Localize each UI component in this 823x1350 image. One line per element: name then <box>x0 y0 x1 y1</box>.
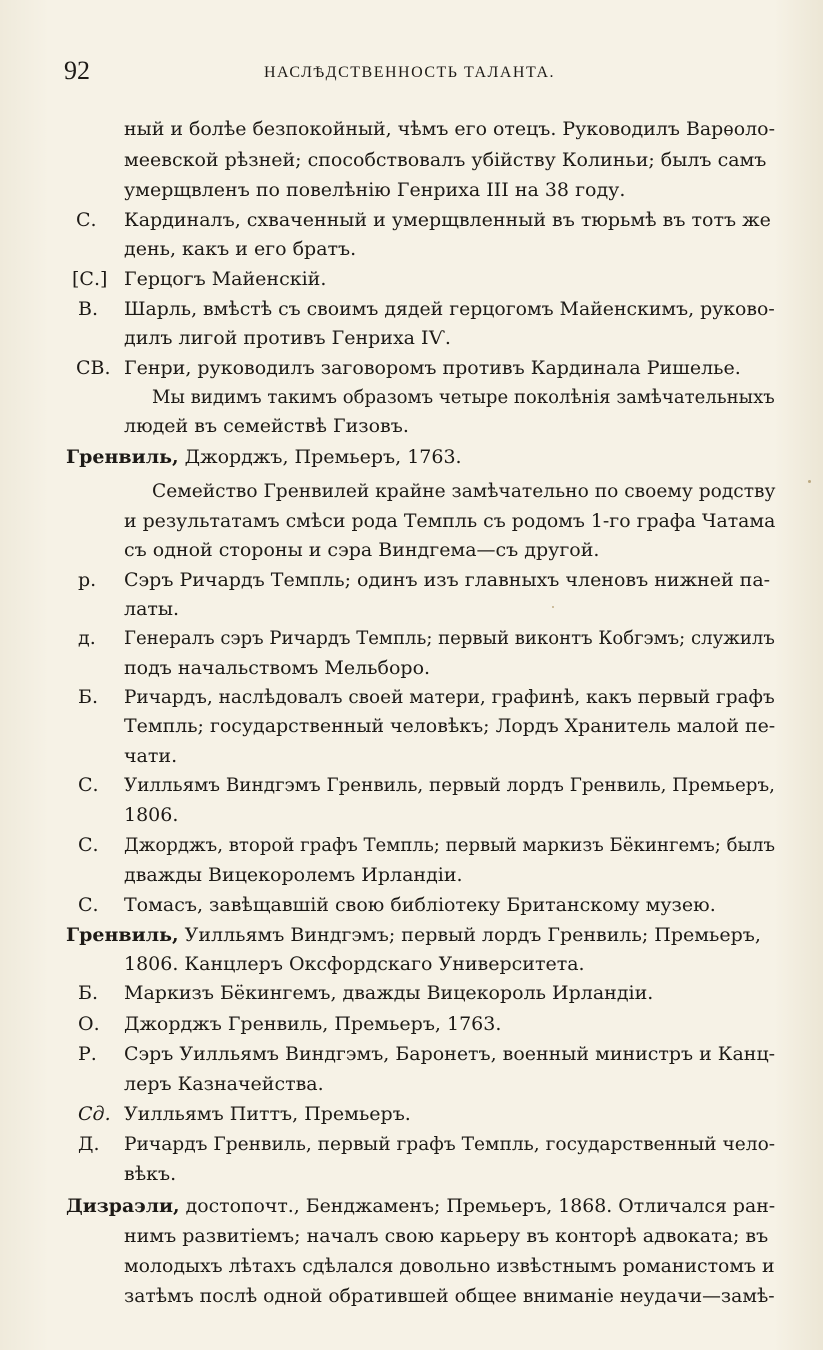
text-line: Уилльямъ Питтъ, Премьеръ. <box>124 1103 411 1125</box>
text-line: вѣкъ. <box>124 1163 177 1185</box>
text-line: дилъ лигой противъ Генриха IѴ. <box>124 327 451 349</box>
text-line: чати. <box>124 745 178 767</box>
entry-marker: С. <box>78 834 99 856</box>
text-line: день, какъ и его братъ. <box>124 238 357 260</box>
entry-marker: С. <box>78 894 99 916</box>
text-line: Темпль; государственный человѣкъ; Лордъ Хранитель малой пе- <box>124 715 776 737</box>
entry-name: Дизраэли, <box>66 1195 180 1217</box>
text-line: Ричардъ Гренвиль, первый графъ Темпль, государственный чело- <box>124 1133 776 1155</box>
text-line: Джорджъ, второй графъ Темпль; первый маркизъ Бёкингемъ; былъ <box>124 834 775 856</box>
text-line: 1806. <box>124 804 179 826</box>
text-line: людей въ семействѣ Гизовъ. <box>124 415 409 437</box>
paper-speck <box>552 606 554 608</box>
text-line: Ричардъ, наслѣдовалъ своей матери, графинѣ, какъ первый графъ <box>124 686 775 708</box>
text-line: и результатамъ смѣси рода Темпль съ родомъ 1-го графа Чатама <box>124 510 776 532</box>
entry-name: Гренвиль, <box>66 924 179 946</box>
text-line: Семейство Гренвилей крайне замѣчательно по своему родству <box>152 480 776 502</box>
text-line: леръ Казначейства. <box>124 1073 324 1095</box>
text-line: Генри, руководилъ заговоромъ противъ Кардинала Ришелье. <box>124 357 741 379</box>
text-line: Сэръ Уилльямъ Виндгэмъ, Баронетъ, военный министръ и Канц- <box>124 1043 776 1065</box>
text-line: Кардиналъ, схваченный и умерщвленный въ тюрьмѣ въ тотъ же <box>124 209 771 231</box>
text-line: нимъ развитіемъ; началъ свою карьеру въ конторѣ адвоката; въ <box>124 1225 769 1247</box>
entry-marker: С. <box>76 209 97 231</box>
entry-heading-text: Джорджъ, Премьеръ, 1763. <box>178 446 462 468</box>
entry-marker: В. <box>78 298 99 320</box>
entry-marker: О. <box>78 1013 100 1035</box>
text-line: Уилльямъ Виндгэмъ Гренвиль, первый лордъ Гренвиль, Премьеръ, <box>124 774 775 796</box>
text-line: Мы видимъ такимъ образомъ четыре поколѣнія замѣчательныхъ <box>152 386 775 408</box>
entry-marker: Сд. <box>78 1103 111 1125</box>
text-line: молодыхъ лѣтахъ сдѣлался довольно извѣстнымъ романистомъ и <box>124 1255 775 1277</box>
text-line: меевской рѣзней; способствовалъ убійству Колиньи; былъ самъ <box>124 149 767 171</box>
page-header <box>64 56 784 96</box>
text-line: ный и болѣе безпокойный, чѣмъ его отецъ. Руководилъ Варѳоло- <box>124 118 775 140</box>
entry-marker: Б. <box>78 982 99 1004</box>
page-number: 92 <box>64 56 90 85</box>
entry-marker: д. <box>78 627 96 649</box>
paper-speck <box>808 480 811 483</box>
entry-marker: СВ. <box>76 357 111 379</box>
entry-name: Гренвиль, <box>66 446 179 468</box>
text-line: Томасъ, завѣщавшій свою библіотеку Британскому музею. <box>124 894 716 916</box>
text-line: подъ начальствомъ Мельборо. <box>124 657 431 679</box>
text-line: съ одной стороны и сэра Виндгема—съ другой. <box>124 539 600 561</box>
text-line: затѣмъ послѣ одной обратившей общее вниманіе неудачи—замѣ- <box>124 1285 775 1307</box>
entry-marker: [С.] <box>72 268 108 290</box>
entry-marker: С. <box>78 774 99 796</box>
text-line: Сэръ Ричардъ Темпль; одинъ изъ главныхъ членовъ нижней па- <box>124 569 771 591</box>
text-line: 1806. Канцлеръ Оксфордскаго Университета. <box>124 953 585 975</box>
entry-heading-line <box>66 1191 775 1221</box>
entry-marker: Д. <box>78 1133 100 1155</box>
entry-heading-text: достопочт., Бенджаменъ; Премьеръ, 1868. Отличался ран- <box>179 1195 776 1217</box>
text-line: умерщвленъ по повелѣнію Генриха III на 38 году. <box>124 179 626 201</box>
text-line: латы. <box>124 598 180 620</box>
text-line: дважды Вицекоролемъ Ирландіи. <box>124 864 463 886</box>
entry-heading-line <box>66 920 761 950</box>
text-line: Шарль, вмѣстѣ съ своимъ дядей герцогомъ Майенскимъ, руково- <box>124 298 775 320</box>
entry-marker: Б. <box>78 686 99 708</box>
text-line: Джорджъ Гренвиль, Премьеръ, 1763. <box>124 1013 502 1035</box>
entry-marker: Р. <box>78 1043 97 1065</box>
running-head: НАСЛѢДСТВЕННОСТЬ ТАЛАНТА. <box>264 64 555 81</box>
text-line: Маркизъ Бёкингемъ, дважды Вицекороль Ирландіи. <box>124 982 654 1004</box>
entry-heading-line <box>66 442 462 472</box>
text-line: Генералъ сэръ Ричардъ Темпль; первый виконтъ Кобгэмъ; служилъ <box>124 627 775 649</box>
entry-marker: р. <box>78 569 97 591</box>
entry-heading-text: Уилльямъ Виндгэмъ; первый лордъ Гренвиль; Премьеръ, <box>178 924 761 946</box>
text-line: Герцогъ Майенскій. <box>124 268 327 290</box>
